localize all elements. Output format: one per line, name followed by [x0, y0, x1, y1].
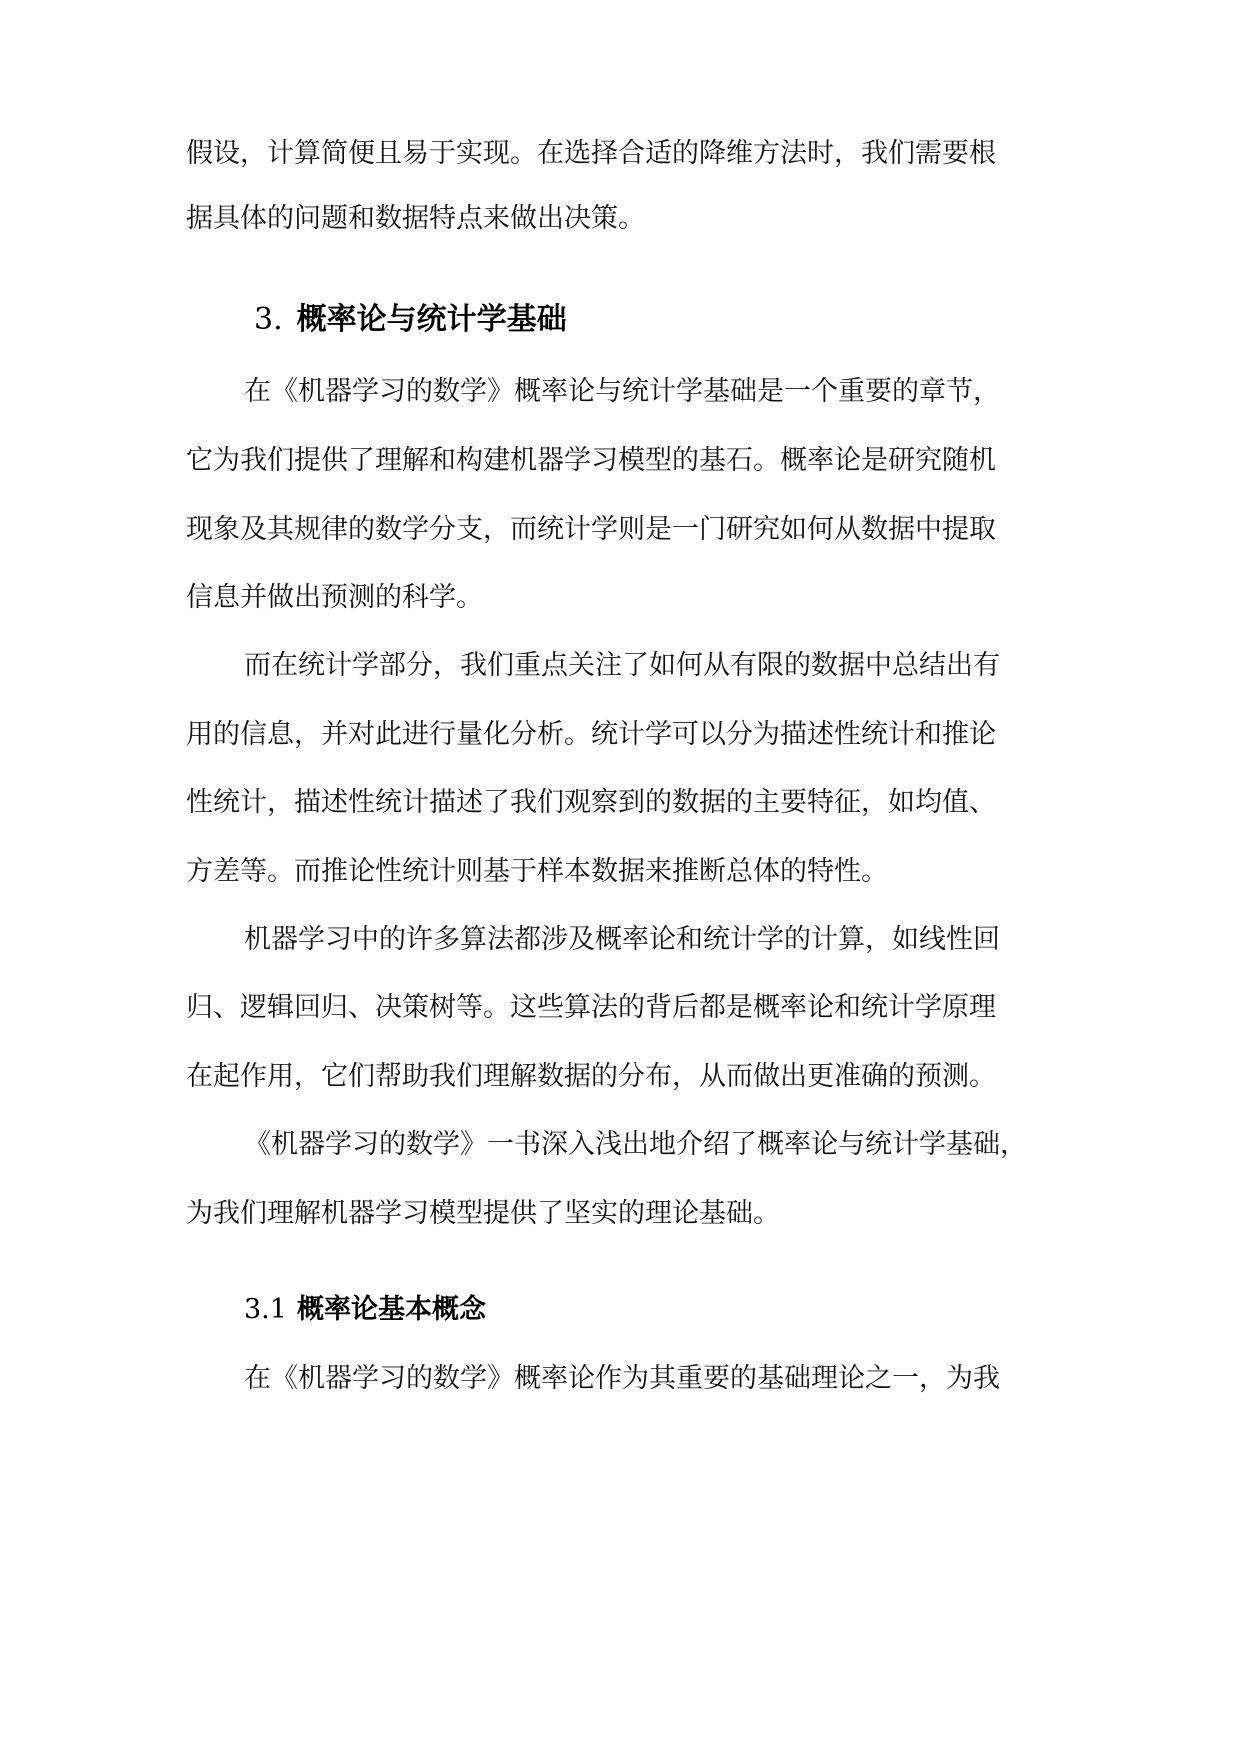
paragraph-line: 方差等。而推论性统计则基于样本数据来推断总体的特性。	[186, 856, 888, 887]
paragraph-line: 它为我们提供了理解和构建机器学习模型的基石。概率论是研究随机	[186, 445, 996, 476]
paragraph-line: 在《机器学习的数学》概率论与统计学基础是一个重要的章节，	[244, 376, 1000, 407]
paragraph-line: 《机器学习的数学》一书深入浅出地介绍了概率论与统计学基础，	[244, 1129, 1027, 1160]
subsection-number: 3.1	[244, 1294, 287, 1325]
section-heading	[254, 298, 567, 342]
paragraph-line: 用的信息，并对此进行量化分析。统计学可以分为描述性统计和推论	[186, 719, 996, 750]
paragraph-line: 据具体的问题和数据特点来做出决策。	[186, 203, 645, 234]
paragraph-line: 归、逻辑回归、决策树等。这些算法的背后都是概率论和统计学原理	[186, 992, 996, 1023]
subsection-heading	[244, 1290, 486, 1330]
paragraph-line: 为我们理解机器学习模型提供了坚实的理论基础。	[186, 1198, 780, 1229]
paragraph-line: 在起作用，它们帮助我们理解数据的分布，从而做出更准确的预测。	[186, 1061, 996, 1092]
section-title: 概率论与统计学基础	[296, 302, 567, 337]
paragraph-line: 现象及其规律的数学分支，而统计学则是一门研究如何从数据中提取	[186, 514, 996, 545]
paragraph-line: 而在统计学部分，我们重点关注了如何从有限的数据中总结出有	[244, 650, 1000, 681]
subsection-title: 概率论基本概念	[296, 1294, 486, 1325]
paragraph-line: 性统计，描述性统计描述了我们观察到的数据的主要特征，如均值、	[186, 787, 996, 818]
paragraph-line: 机器学习中的许多算法都涉及概率论和统计学的计算，如线性回	[244, 924, 1000, 955]
paragraph-line: 假设，计算简便且易于实现。在选择合适的降维方法时，我们需要根	[186, 138, 996, 169]
section-number: 3.	[254, 302, 283, 337]
paragraph-line: 信息并做出预测的科学。	[186, 582, 483, 613]
paragraph-line: 在《机器学习的数学》概率论作为其重要的基础理论之一，为我	[244, 1363, 1000, 1394]
